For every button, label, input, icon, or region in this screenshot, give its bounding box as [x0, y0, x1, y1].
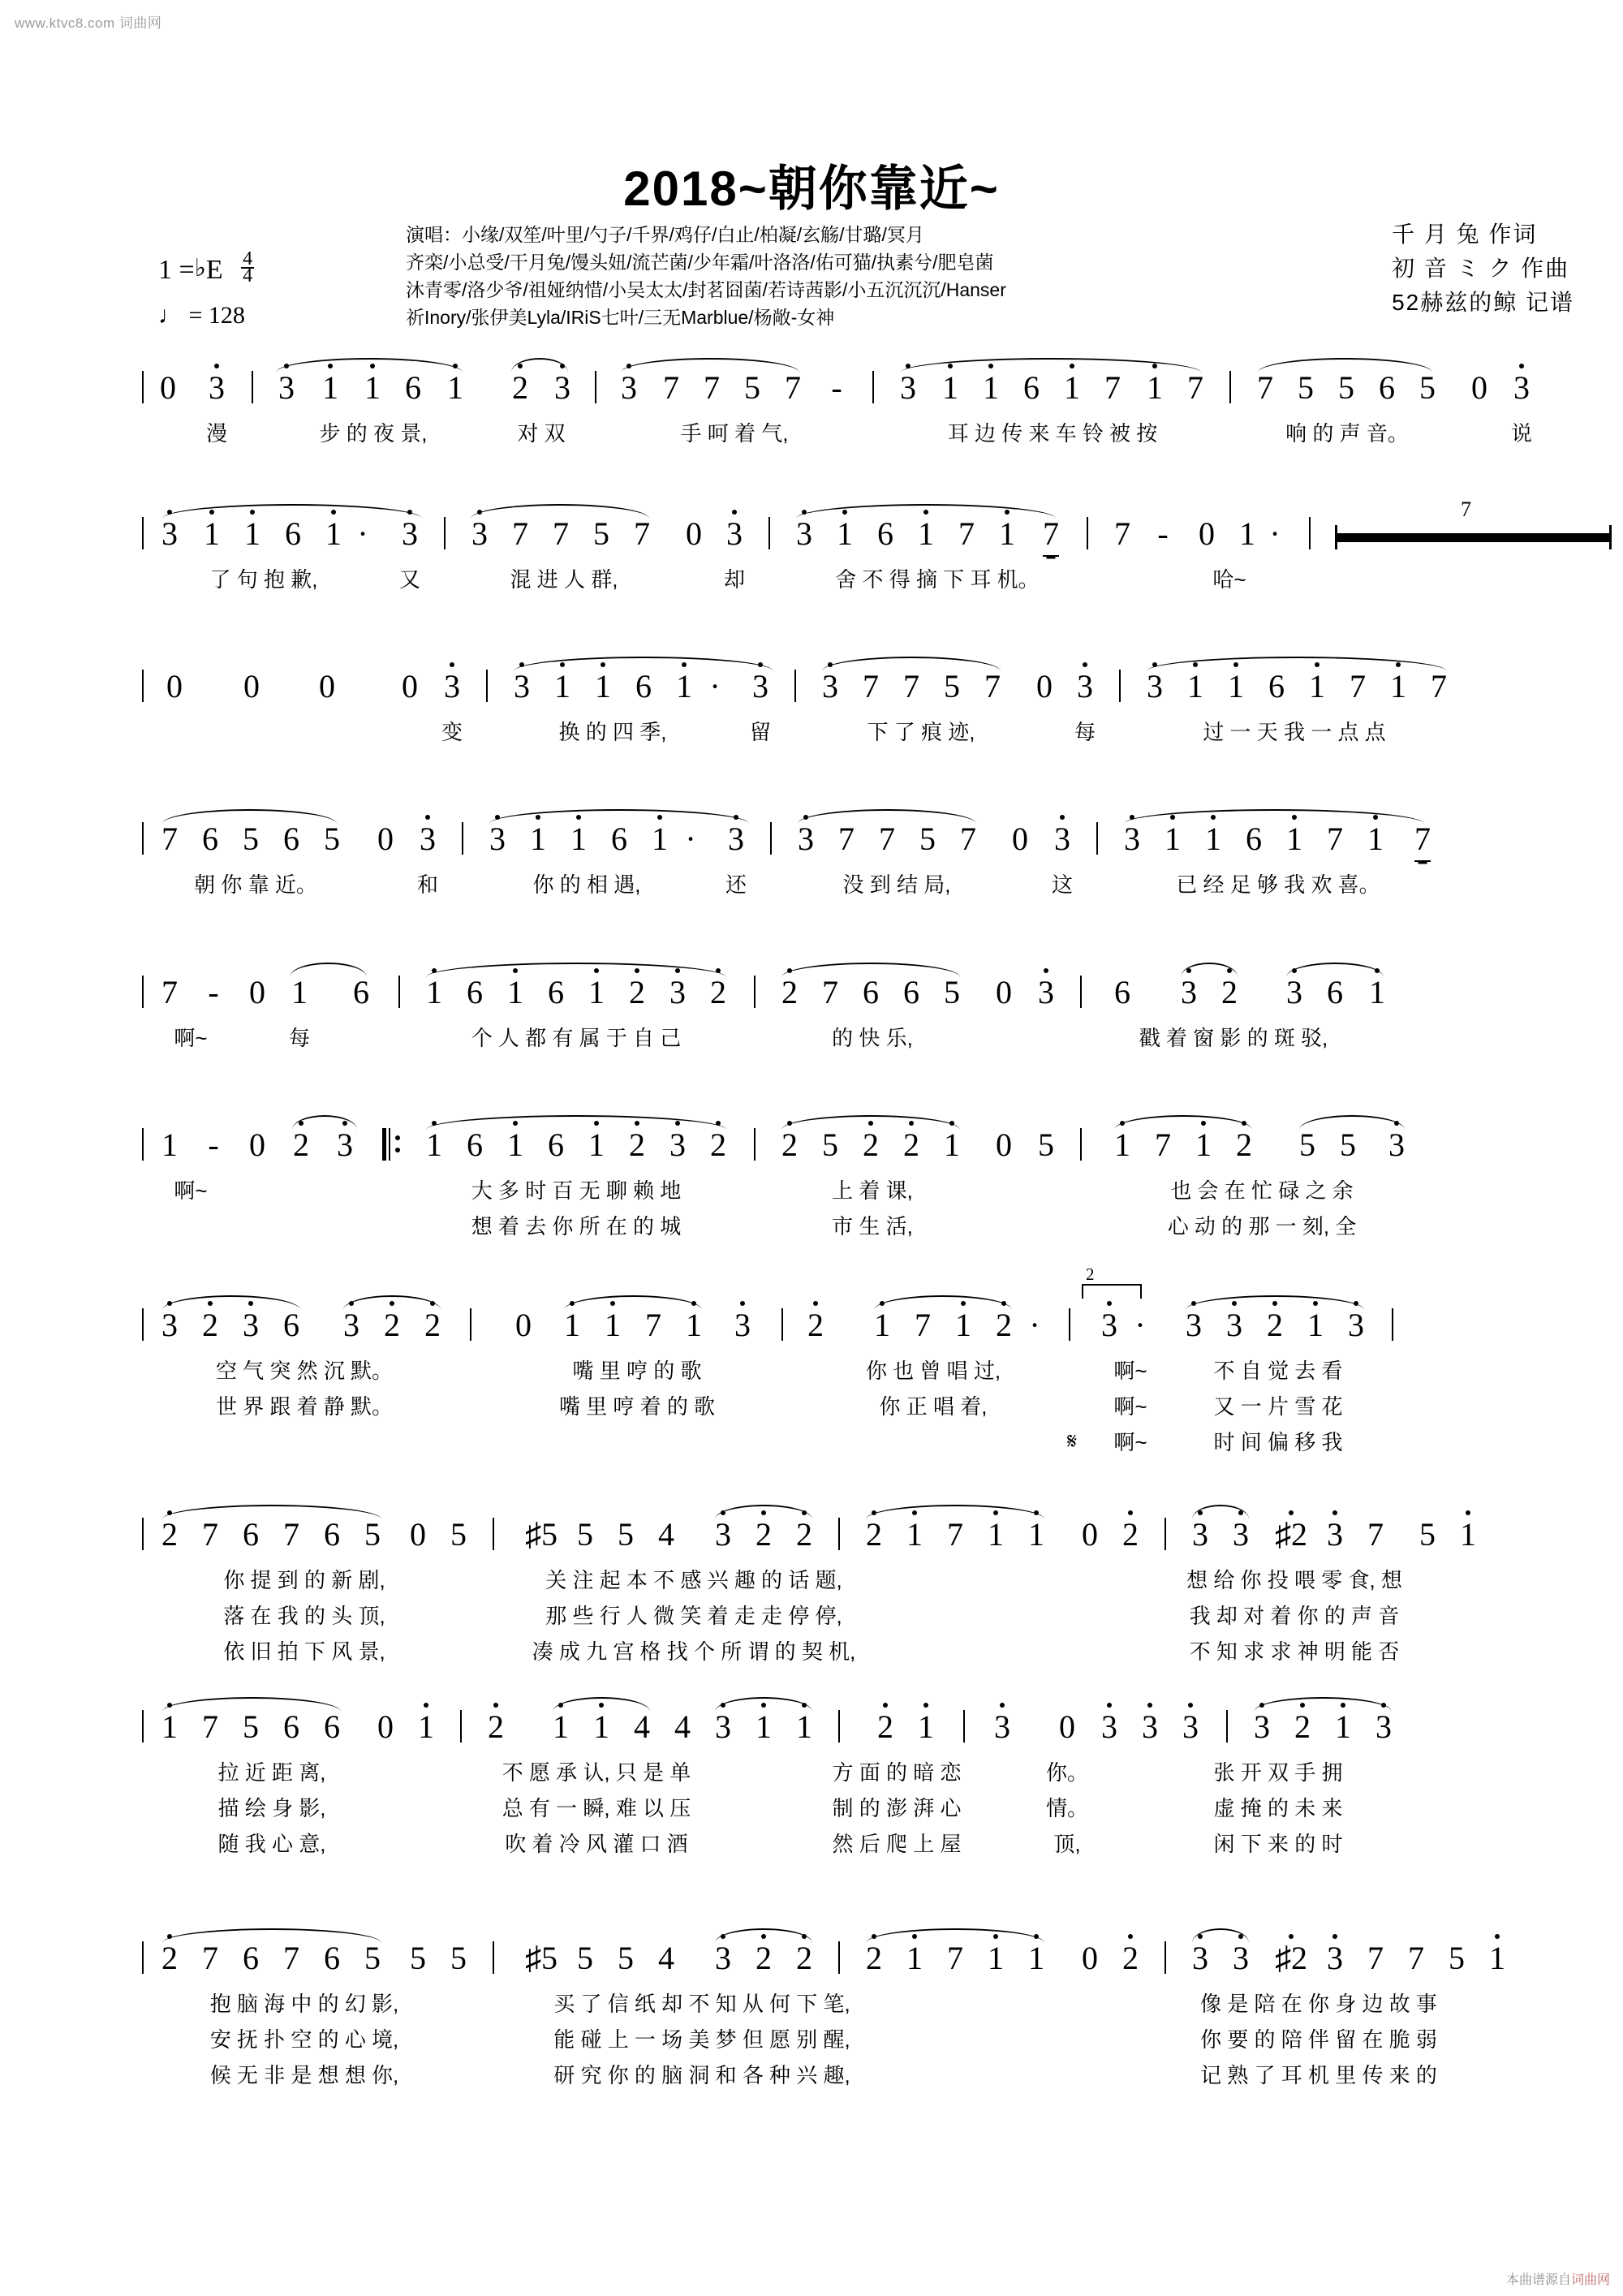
slur: [343, 1295, 441, 1310]
barline: [142, 1308, 144, 1341]
slur: [162, 1697, 341, 1712]
slur: [621, 358, 799, 373]
slur: [1192, 1928, 1249, 1943]
barline: [142, 1941, 144, 1974]
barline: [963, 1710, 965, 1742]
slur: [901, 358, 1201, 373]
tempo-marking: [158, 302, 245, 330]
slur: [1192, 1505, 1249, 1519]
slur: [1299, 1115, 1405, 1130]
notes-row: 7 - 0 1 6 1 6 1 6 1 2 3 2 2 7 6 6 5 0 3 6 3 2 3 6 1: [142, 974, 1489, 1024]
barline: [142, 670, 144, 702]
barline: [754, 1128, 756, 1161]
slur: [553, 1697, 650, 1712]
slur: [1114, 1115, 1252, 1130]
lyric-row-2: 世 界 跟 着 静 默。 嘴 里 哼 着 的 歌 你 正 唱 着, 啊~ 又 一 片 雪 花: [215, 1394, 1343, 1419]
barline: [252, 371, 253, 403]
singers-credit: [406, 221, 1185, 331]
barline: [1309, 517, 1311, 549]
system-4: [142, 821, 1489, 907]
system-2: [142, 498, 1489, 601]
barline: [770, 822, 772, 855]
meter-numerator: 4: [243, 248, 253, 269]
lyric-row-3: 候 无 非 是 想 想 你, 研 究 你 的 脑 洞 和 各 种 兴 趣, 记 熟 了 耳 机 里 传 来 的: [209, 2063, 1437, 2087]
lyric-row-1: 拉 近 距 离, 不 愿 承 认, 只 是 单 方 面 的 暗 恋 你。 张 开 双 手 拥: [217, 1760, 1343, 1785]
segno-icon: 𝄋: [1067, 1428, 1078, 1454]
barline: [142, 371, 144, 403]
watermark-bottom: [1506, 2269, 1610, 2288]
barline: [493, 1941, 494, 1974]
multi-rest-end: [1335, 525, 1337, 549]
watermark-top: www.ktvc8.com 词曲网: [15, 15, 162, 31]
barline: [142, 1518, 144, 1550]
slur: [426, 1115, 726, 1130]
barline: [1226, 1710, 1228, 1742]
system-10: [142, 1940, 1505, 2097]
lyric-row-2: 描 绘 身 影, 总 有 一 瞬, 难 以 压 制 的 澎 湃 心 情。 虚 掩 的 未 来: [217, 1796, 1343, 1820]
singers-line-3: 沐青零/洛少爷/祖娅纳惜/小吴太太/封茗囧菌/若诗茜影/小五沉沉沉/Hanser: [406, 279, 1006, 300]
slur: [1186, 1295, 1364, 1310]
slur: [1254, 1697, 1392, 1712]
notes-row: 3 2 3 6 3 2 2 0 1 1 7 1 3 2 1 7 1 2 · 2 3 · 3 3 2 1 3: [142, 1307, 1489, 1357]
lyric-row-1: 啊~ 大 多 时 百 无 聊 赖 地 上 着 课, 也 会 在 忙 碌 之 余: [174, 1178, 1354, 1203]
slur: [511, 358, 568, 373]
notes-row: 0 3 3 1 1 6 1 2 3 3 7 7 5 7 - 3 1 1 6 1 7 1 7 7 5 5 6 5 0 3: [142, 369, 1489, 420]
lyric-row-1: 了 句 抱 歉, 又 混 进 人 群, 却 舍 不 得 摘 下 耳 机。 哈~: [209, 567, 1246, 592]
singers-line-2: 齐栾/小总受/干月兔/馒头妞/流芒菌/少年霜/叶洛洛/佑可猫/执素兮/肥皂菌: [406, 252, 994, 273]
system-3: [142, 668, 1489, 754]
lyric-row-1: 变 换 的 四 季, 留 下 了 痕 迹, 每 过 一 天 我 一 点 点: [441, 720, 1386, 744]
barline: [460, 1710, 462, 1742]
notes-row: 2 7 6 7 6 5 5 5 ♯5 5 5 4 3 2 2 2 1 7 1 1 0 2 3 3 ♯2 3 7 7 5 1: [142, 1940, 1489, 1990]
barline: [838, 1941, 840, 1974]
slur: [276, 358, 463, 373]
barline: [462, 822, 463, 855]
barline: [398, 976, 400, 1008]
slur: [822, 657, 1001, 671]
lyric-row-1: 抱 脑 海 中 的 幻 影, 买 了 信 纸 却 不 知 从 何 下 笔, 像 是 陪 在 你 身 边 故 事: [209, 1992, 1437, 2016]
slur: [1147, 657, 1447, 671]
multi-rest-count: 7: [1461, 498, 1471, 521]
barline: [1096, 822, 1098, 855]
lyric-row-1: 漫 步 的 夜 景, 对 双 手 呵 着 气, 耳 边 传 来 车 铃 被 按 响 的 声 音。 说: [205, 421, 1533, 446]
time-signature: [241, 248, 254, 286]
quarter-note-icon: ♩: [158, 302, 183, 329]
barline: [794, 670, 796, 702]
system-6: [142, 1126, 1489, 1248]
slur: [514, 657, 773, 671]
system-7: [142, 1264, 1489, 1464]
second-ending-bracket: [1082, 1264, 1142, 1299]
lyric-row-1: 你 提 到 的 新 剧, 关 注 起 本 不 感 兴 趣 的 话 题, 想 给 你 投 喂 零 食, 想: [223, 1568, 1402, 1592]
tempo-value: = 128: [188, 302, 245, 329]
composer-credit: 初 音 ミ ク 作曲: [1392, 256, 1570, 281]
singers-line-4: 祈Inory/张伊美Lyla/IRiS七叶/三无Marblue/杨敞-女神: [406, 307, 835, 328]
slur: [162, 1928, 381, 1943]
page-title: 2018~朝你靠近~: [623, 162, 1000, 216]
barline: [781, 1308, 783, 1341]
slur: [781, 1115, 960, 1130]
lyric-row-2: 落 在 我 的 头 顶, 那 些 行 人 微 笑 着 走 走 停 停, 我 却 对 着 你 的 声 音: [223, 1604, 1400, 1628]
ending-number: 2: [1086, 1264, 1095, 1284]
slur: [866, 1505, 1044, 1519]
slur: [1124, 809, 1424, 824]
system-8: [142, 1516, 1489, 1674]
slur: [290, 963, 367, 977]
notes-row: 1 7 5 6 6 0 1 2 1 1 4 4 3 1 1 2 1 3 0 3 3 3 3 2 1 3: [142, 1708, 1489, 1759]
slur: [1286, 963, 1384, 977]
barline: [838, 1518, 840, 1550]
slur: [564, 1295, 702, 1310]
barline: [1119, 670, 1121, 702]
singers-line-1: 演唱：小缘/双笙/叶里/勺子/千界/鸡仔/白止/柏凝/玄觞/甘璐/冥月: [406, 224, 924, 245]
slur: [715, 1505, 812, 1519]
notation-credit: 52赫兹的鲸 记谱: [1392, 290, 1574, 315]
lyric-row-2: 想 着 去 你 所 在 的 城 市 生 活, 心 动 的 那 一 刻, 全: [471, 1214, 1357, 1238]
meter-denominator: 4: [243, 265, 253, 286]
barline: [1069, 1308, 1070, 1341]
slur: [866, 1928, 1044, 1943]
barline: [1080, 976, 1082, 1008]
notes-row: 0 0 0 0 3 3 1 1 6 1 · 3 3 7 7 5 7 0 3 3 1 1 6 1 7 1 7: [142, 668, 1489, 718]
barline: [1229, 371, 1231, 403]
slur: [796, 504, 1056, 519]
slur: [426, 963, 726, 977]
key-label: 1 =: [158, 255, 195, 285]
repeat-sign-open: [382, 1126, 393, 1164]
notes-row: 2 7 6 7 6 5 0 5 ♯5 5 5 4 3 2 2 2 1 7 1 1 0 2 3 3 ♯2 3 7 5 1: [142, 1516, 1489, 1566]
barline: [142, 822, 144, 855]
barline: [493, 1518, 494, 1550]
barline: [838, 1710, 840, 1742]
barline: [1165, 1518, 1166, 1550]
barline: [768, 517, 770, 549]
barline: [142, 1710, 144, 1742]
lyric-row-3: 依 旧 拍 下 风 景, 凑 成 九 宫 格 找 个 所 谓 的 契 机, 不 知 求 求 神 明 能 否: [223, 1639, 1400, 1664]
system-1: [142, 369, 1533, 455]
slur: [715, 1697, 812, 1712]
slur: [162, 1295, 300, 1310]
slur: [781, 963, 960, 977]
barline: [486, 670, 488, 702]
watermark-bottom-left: 本曲谱源自: [1505, 2273, 1571, 2287]
barline: [1087, 517, 1088, 549]
slur: [162, 1505, 381, 1519]
multi-rest-bar: [1335, 533, 1611, 542]
system-9: [142, 1708, 1489, 1866]
lyricist-credit: 千 月 兔 作词: [1392, 222, 1538, 247]
slur: [1181, 963, 1238, 977]
slur: [715, 1928, 812, 1943]
barline: [470, 1308, 471, 1341]
slur: [489, 809, 749, 824]
slur: [292, 1115, 357, 1130]
credits-block: [1392, 218, 1574, 320]
slur: [162, 504, 422, 519]
lyric-row-3: 随 我 心 意, 吹 着 冷 风 灌 口 酒 然 后 爬 上 屋 顶, 闲 下 来 的 时: [217, 1832, 1343, 1856]
system-5: [142, 974, 1489, 1060]
slur: [798, 809, 976, 824]
notes-row: 1 - 0 2 3 1 6 1 6 1 2 3 2 2 5 2 2 1 0 5 1 7 1 2 5 5 3: [142, 1126, 1489, 1177]
barline: [1080, 1128, 1082, 1161]
barline: [142, 1128, 144, 1161]
barline: [872, 371, 874, 403]
barline: [1392, 1308, 1393, 1341]
lyric-row-2: 安 抚 扑 空 的 心 境, 能 碰 上 一 场 美 梦 但 愿 别 醒, 你 要 的 陪 伴 留 在 脆 弱: [209, 2027, 1437, 2052]
barline: [754, 976, 756, 1008]
key-signature: [158, 248, 254, 286]
multi-rest-end: [1609, 525, 1612, 549]
slur: [471, 504, 649, 519]
slur: [162, 809, 337, 824]
barline: [444, 517, 446, 549]
lyric-row-1: 空 气 突 然 沉 默。 嘴 里 哼 的 歌 你 也 曾 唱 过, 啊~ 不 自 觉 去 看: [215, 1359, 1343, 1383]
lyric-row-1: 朝 你 靠 近。 和 你 的 相 遇, 还 没 到 结 局, 这 已 经 足 够 我 欢 喜。: [194, 872, 1380, 897]
slur: [874, 1295, 1012, 1310]
key-value: E: [205, 255, 223, 285]
barline: [595, 371, 596, 403]
barline: [142, 517, 144, 549]
slur: [1258, 358, 1432, 373]
lyric-row-3: 𝄋 啊~ 时 间 偏 移 我: [1067, 1428, 1343, 1454]
watermark-bottom-right: 词曲网: [1570, 2273, 1610, 2287]
notes-row: 3 1 1 6 1 · 3 3 7 7 5 7 0 3 3 1 6 1 7 1 7 7 - 0 1 · 7: [142, 515, 1489, 566]
barline: [1165, 1941, 1166, 1974]
notes-row: 7 6 5 6 5 0 3 3 1 1 6 1 · 3 3 7 7 5 7 0 3 3 1 1 6 1 7 1 7: [142, 821, 1489, 871]
barline: [142, 976, 144, 1008]
key-accidental: ♭: [194, 255, 206, 282]
lyric-row-1: 啊~ 每 个 人 都 有 属 于 自 己 的 快 乐, 戳 着 窗 影 的 斑 驳,: [174, 1026, 1328, 1050]
